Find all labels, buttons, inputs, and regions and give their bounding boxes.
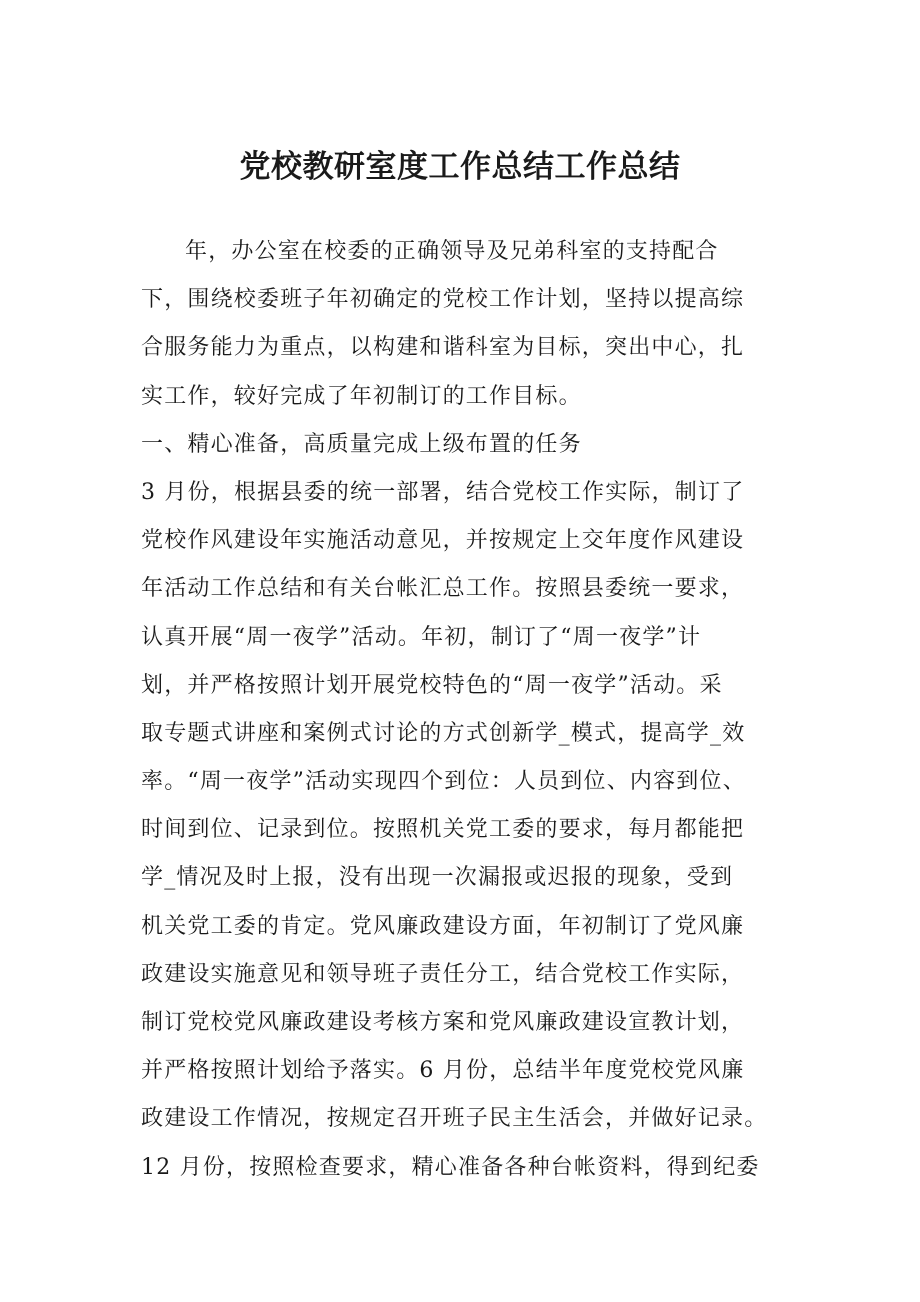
text-line: 12 月份，按照检查要求，精心准备各种台帐资料，得到纪委 bbox=[141, 1154, 760, 1180]
text-line: 划，并严格按照计划开展党校特色的“周一夜学”活动。采 bbox=[141, 672, 723, 698]
text-line: 时间到位、记录到位。按照机关党工委的要求，每月都能把 bbox=[141, 817, 745, 843]
text-line: 学_情况及时上报，没有出现一次漏报或迟报的现象，受到 bbox=[141, 865, 734, 891]
document-body bbox=[141, 228, 781, 1192]
text-line: 年活动工作总结和有关台帐汇总工作。按照县委统一要求， bbox=[141, 576, 745, 602]
text-line: 实工作，较好完成了年初制订的工作目标。 bbox=[141, 383, 582, 409]
text-line: 率。“周一夜学”活动实现四个到位：人员到位、内容到位、 bbox=[141, 769, 746, 795]
text-line: 机关党工委的肯定。党风廉政建设方面，年初制订了党风廉 bbox=[141, 913, 745, 939]
text-line: 认真开展“周一夜学”活动。年初，制订了“周一夜学”计 bbox=[141, 624, 702, 650]
text-line: 并严格按照计划给予落实。6 月份，总结半年度党校党风廉 bbox=[141, 1058, 745, 1084]
document-title: 党校教研室度工作总结工作总结 bbox=[239, 149, 681, 185]
text-line: 制订党校党风廉政建设考核方案和党风廉政建设宣教计划， bbox=[141, 1010, 745, 1035]
text-line: 年，办公室在校委的正确领导及兄弟科室的支持配合 bbox=[185, 239, 719, 264]
text-line: 合服务能力为重点，以构建和谐科室为目标，突出中心，扎 bbox=[141, 335, 745, 361]
section-heading: 一、精心准备，高质量完成上级布置的任务 bbox=[141, 431, 582, 457]
text-line: 下，围绕校委班子年初确定的党校工作计划，坚持以提高综 bbox=[141, 287, 745, 313]
text-line: 政建设工作情况，按规定召开班子民主生活会，并做好记录。 bbox=[141, 1106, 768, 1132]
text-line: 3 月份，根据县委的统一部署，结合党校工作实际，制订了 bbox=[141, 479, 745, 505]
text-line: 党校作风建设年实施活动意见，并按规定上交年度作风建设 bbox=[141, 528, 745, 554]
text-line: 政建设实施意见和领导班子责任分工，结合党校工作实际， bbox=[141, 961, 745, 987]
text-line: 取专题式讲座和案例式讨论的方式创新学_模式，提高学_效 bbox=[141, 720, 746, 746]
